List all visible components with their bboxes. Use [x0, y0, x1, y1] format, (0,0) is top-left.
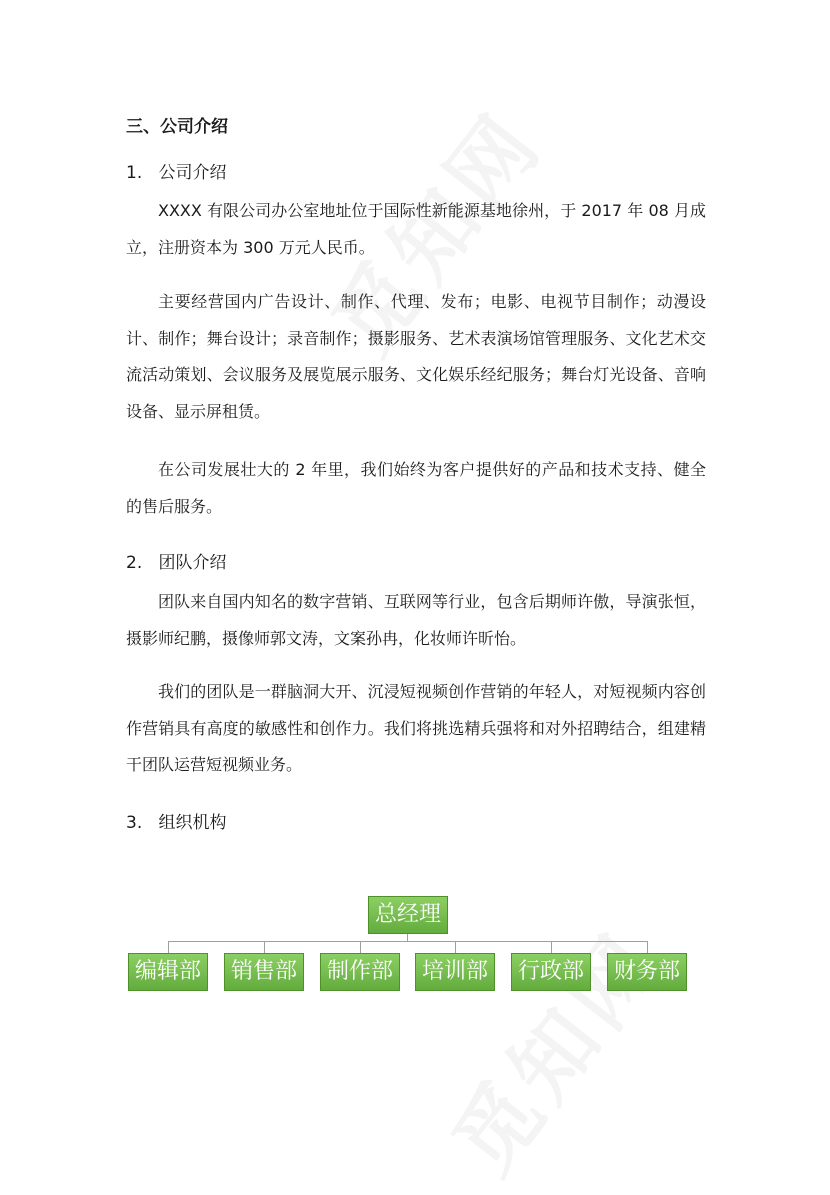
subsection-title: 组织机构 [158, 813, 227, 833]
section-title: 三、公司介绍 [126, 117, 228, 137]
subsection-number: 2. [126, 553, 143, 573]
org-node-root: 总经理 [368, 896, 448, 934]
paragraph-business-scope: 主要经营国内广告设计、制作、代理、发布；电影、电视节目制作；动漫设计、制作；舞台设计；录音制作；摄影服务、艺术表演场馆管理服务、文化艺术交流活动策划、会议服务及展览展示服务、文化娱乐经纪服务；舞台灯光设备、音响设备、显示屏租赁。 [126, 292, 706, 421]
connector-line [168, 941, 648, 942]
org-node-department: 行政部 [511, 953, 591, 991]
connector-line [360, 941, 361, 953]
paragraph-company-info: XXXX 有限公司办公室地址位于国际性新能源基地徐州，于 2017 年 08 月成立，注册资本为 300 万元人民币。 [126, 201, 706, 257]
connector-line [264, 941, 265, 953]
connector-line [455, 941, 456, 953]
paragraph-team-members: 团队来自国内知名的数字营销、互联网等行业，包含后期师许傲，导演张恒，摄影师纪鹏，摄像师郭文涛，文案孙冉，化妆师许昕怡。 [126, 592, 706, 648]
paragraph-team-description: 我们的团队是一群脑洞大开、沉浸短视频创作营销的年轻人，对短视频内容创作营销具有高度的敏感性和创作力。我们将挑选精兵强将和对外招聘结合，组建精干团队运营短视频业务。 [126, 682, 706, 774]
org-node-department: 销售部 [224, 953, 304, 991]
connector-line [647, 941, 648, 953]
connector-line [551, 941, 552, 953]
subsection-number: 1. [126, 163, 143, 183]
subsection-number: 3. [126, 813, 143, 833]
subsection-title: 公司介绍 [158, 163, 227, 183]
connector-line [168, 941, 169, 953]
org-node-department: 编辑部 [128, 953, 208, 991]
paragraph-development: 在公司发展壮大的 2 年里，我们始终为客户提供好的产品和技术支持、健全的售后服务。 [126, 460, 706, 516]
org-node-department: 财务部 [607, 953, 687, 991]
org-node-department: 培训部 [415, 953, 495, 991]
subsection-title: 团队介绍 [158, 553, 227, 573]
org-node-department: 制作部 [320, 953, 400, 991]
